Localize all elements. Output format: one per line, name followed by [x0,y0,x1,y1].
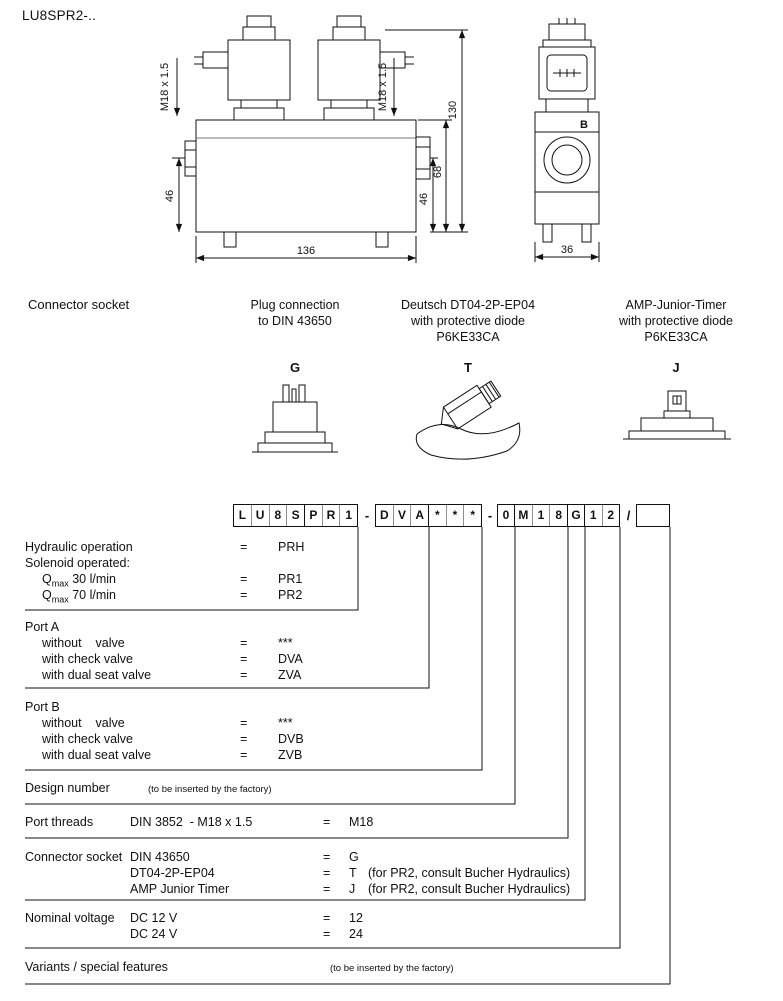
equals-sign: = [240,540,248,554]
factory-note: (to be inserted by the factory) [148,784,272,795]
spec-code: *** [278,716,293,730]
spec-label: with check valve [42,652,134,666]
spec-section-port-b [0,700,783,716]
spec-row-hydraulic [0,540,783,556]
spec-label: Solenoid operated: [25,556,130,570]
equals-sign: = [240,652,248,666]
section-title: Port B [25,700,60,714]
code-box-port-b [428,504,482,527]
spec-code: *** [278,636,293,650]
code-char: D [380,508,389,522]
dim-68: 68 [432,165,444,179]
equals-sign: = [240,716,248,730]
dim-thread-left: M18 x 1.5 [159,62,171,112]
spec-section-port-a [0,620,783,636]
equals-sign: = [240,588,248,602]
connector-code-t: T [464,360,472,375]
spec-row-solenoid-label [0,556,783,572]
spec-detail: AMP Junior Timer [130,882,230,896]
code-char: 0 [502,508,510,522]
spec-label: Hydraulic operation [25,540,133,554]
spec-row-voltage-12 [0,911,783,927]
connector-code-j: J [672,360,680,375]
spec-label: Nominal voltage [25,911,115,925]
spec-row-port-a-without [0,636,783,652]
spec-row-connector-din [0,850,783,866]
spec-row-port-b-dual [0,748,783,764]
code-box-port-a [375,504,429,527]
code-box-threads [514,504,568,527]
dim-36: 36 [560,244,574,256]
code-char: 2 [602,505,620,526]
code-char: * [435,508,440,522]
code-char: * [446,505,464,526]
spec-label: with dual seat valve [42,748,152,762]
spec-note: (for PR2, consult Bucher Hydraulics) [368,866,571,880]
code-box-variants [636,504,670,527]
port-b-label: B [580,119,588,131]
spec-detail: DC 24 V [130,927,178,941]
spec-code: ZVA [278,668,302,682]
spec-row-port-a-dual [0,668,783,684]
code-box-voltage [584,504,620,527]
equals-sign: = [240,668,248,682]
equals-sign: = [323,882,331,896]
equals-sign: = [240,636,248,650]
code-separator: - [364,508,370,523]
spec-code: 24 [349,927,363,941]
spec-row-connector-deutsch [0,866,783,882]
code-box-operation [304,504,358,527]
code-char: U [251,505,269,526]
dim-136: 136 [296,245,316,257]
equals-sign: = [240,572,248,586]
page-title: LU8SPR2-.. [22,8,97,23]
spec-code: 12 [349,911,363,925]
spec-label: Port threads [25,815,94,829]
spec-label: $Q_{max}$ 30 l/min [42,572,116,589]
spec-row-port-b-without [0,716,783,732]
spec-label: Design number [25,781,110,795]
spec-detail: DIN 43650 [130,850,190,864]
spec-row-port-b-check [0,732,783,748]
spec-code: G [349,850,359,864]
code-box-connector [567,504,585,527]
spec-row-variants [0,960,783,976]
code-char: A [410,505,428,526]
dim-thread-right: M18 x 1.5 [377,62,389,112]
spec-label: with check valve [42,732,134,746]
dim-46-right: 46 [418,192,430,206]
spec-code: PRH [278,540,305,554]
spec-note: (for PR2, consult Bucher Hydraulics) [368,882,571,896]
spec-label: without valve [42,716,125,730]
connector-option-j-text: AMP-Junior-Timer with protective diode P6KE33CA [619,298,733,344]
code-char: 1 [339,505,357,526]
equals-sign: = [323,815,331,829]
spec-code: DVB [278,732,304,746]
spec-code: T [349,866,357,880]
spec-row-port-a-check [0,652,783,668]
factory-note: (to be inserted by the factory) [330,963,454,974]
spec-label: with dual seat valve [42,668,152,682]
spec-label: Connector socket [25,850,123,864]
spec-detail: DC 12 V [130,911,178,925]
spec-row-port-threads [0,815,783,831]
code-char [637,505,669,526]
spec-row-qmax30 [0,572,783,588]
spec-code: J [349,882,356,896]
code-char: 8 [269,505,287,526]
equals-sign: = [323,911,331,925]
spec-code: PR2 [278,588,303,602]
code-char: 1 [532,505,550,526]
dim-46-left: 46 [164,189,176,203]
spec-code: M18 [349,815,374,829]
dim-130: 130 [447,100,459,120]
spec-label: $Q_{max}$ 70 l/min [42,588,116,605]
code-char: * [463,505,481,526]
connector-option-g-text: Plug connection to DIN 43650 [250,298,340,328]
code-separator: - [487,508,493,523]
section-title: Port A [25,620,60,634]
spec-row-voltage-24 [0,927,783,943]
code-char: 1 [589,508,597,522]
spec-row-qmax70 [0,588,783,604]
equals-sign: = [323,927,331,941]
equals-sign: = [323,866,331,880]
code-separator: / [626,508,631,523]
spec-label: Variants / special features [25,960,168,974]
spec-label: without valve [42,636,125,650]
code-char: L [238,508,247,522]
code-char: P [309,508,318,522]
connector-code-g: G [289,360,301,375]
spec-detail: DIN 3852 - M18 x 1.5 [130,815,253,829]
equals-sign: = [240,748,248,762]
code-char: S [286,505,304,526]
code-box-design [497,504,515,527]
code-char: V [393,505,411,526]
spec-code: ZVB [278,748,303,762]
equals-sign: = [323,850,331,864]
equals-sign: = [240,732,248,746]
code-char: M [518,508,529,522]
spec-row-connector-amp [0,882,783,898]
code-box-series [233,504,305,527]
spec-code: PR1 [278,572,303,586]
spec-detail: DT04-2P-EP04 [130,866,215,880]
spec-row-design-number [0,781,783,797]
code-char: 8 [549,505,567,526]
spec-code: DVA [278,652,303,666]
connector-socket-heading: Connector socket [28,297,130,312]
code-char: G [571,508,581,522]
code-char: R [322,505,340,526]
connector-option-t-text: Deutsch DT04-2P-EP04 with protective diode P6KE33CA [400,298,536,344]
